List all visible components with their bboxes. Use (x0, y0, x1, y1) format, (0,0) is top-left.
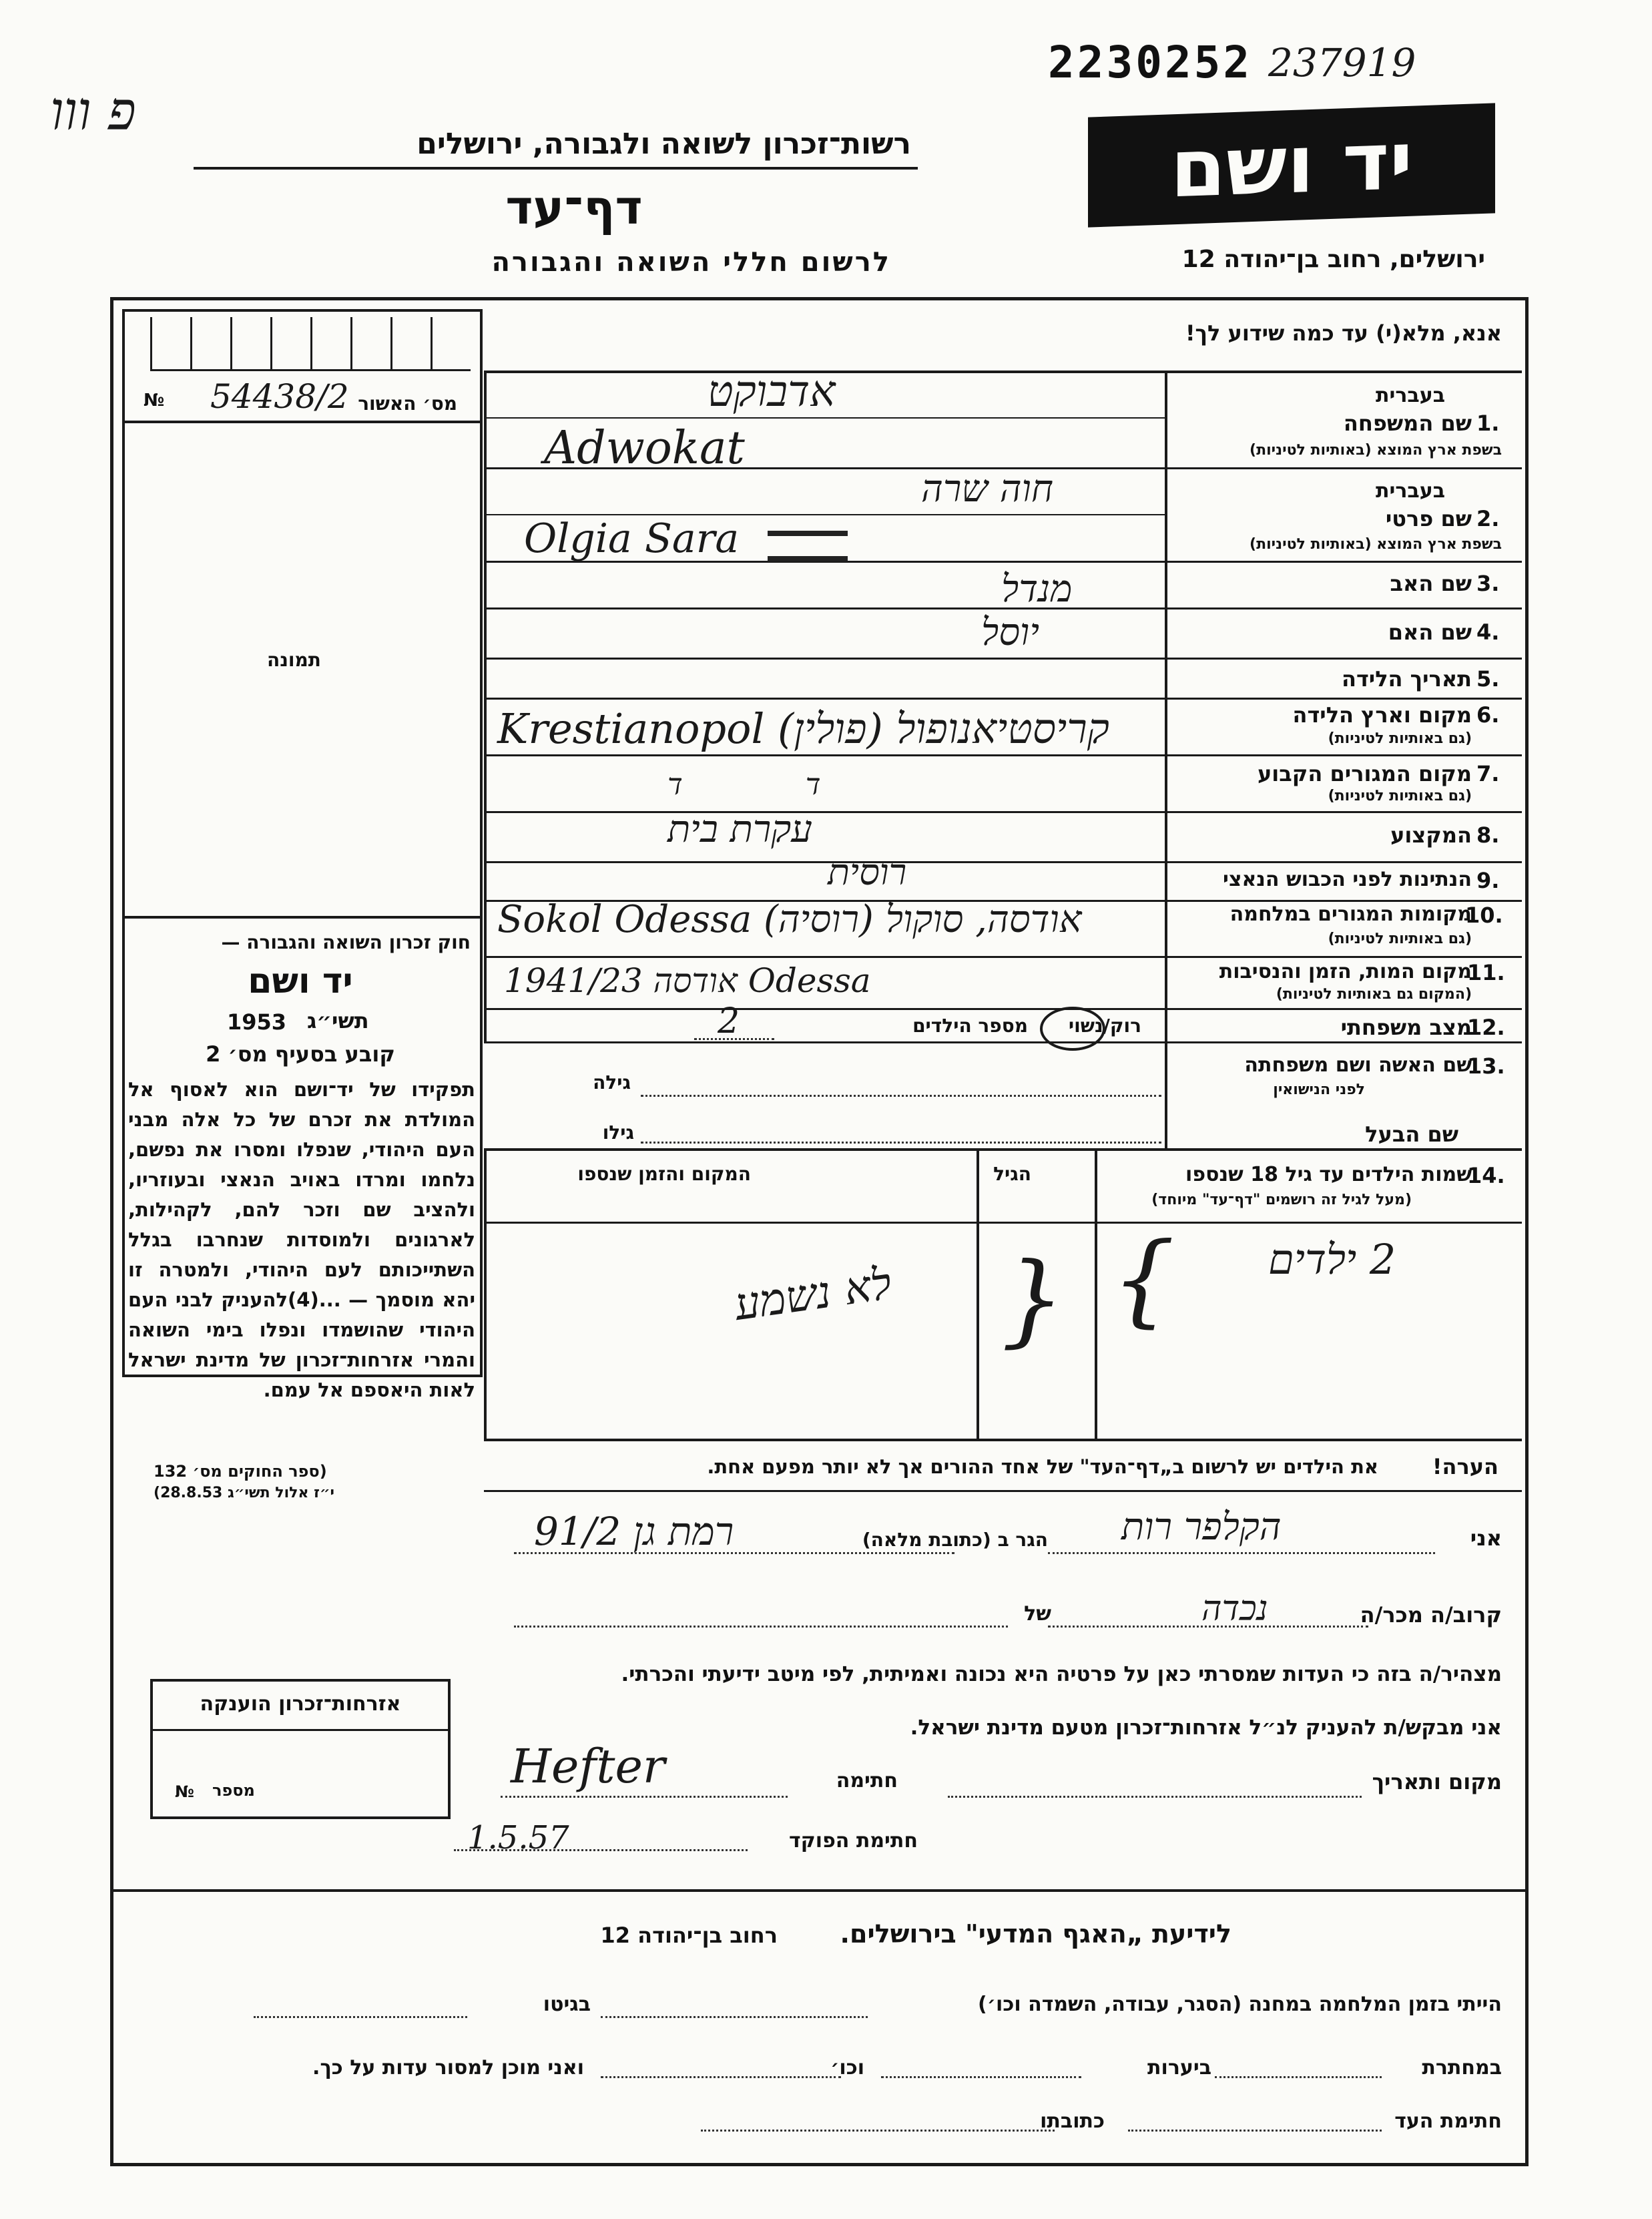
field-14-number: 14. (1467, 1163, 1505, 1188)
children-place-column: המקום והזמן שנספו (577, 1163, 751, 1185)
declaration-i-value: הקלפר רות (1121, 1505, 1282, 1549)
field-1-sub: בשפת ארץ המוצא (באותיות לטיניות) (1250, 442, 1502, 459)
field-8-value: עקרת בית (667, 808, 812, 851)
field-1-value-latin: Adwokat (544, 422, 745, 475)
page-subtitle: לרשום חללי השואה והגבורה (491, 247, 891, 278)
field-7-number: 7. (1476, 761, 1500, 786)
declaration-statement: מצהיר/ה בזה כי העדות שמסרתי כאן על פרטיה היא נכונה ואמיתית, לפי מיטב ידיעתי והכרתי. (621, 1662, 1502, 1686)
law-clause: קובע בסעיף מס׳ 2 (206, 1041, 395, 1067)
law-year: 1953 (227, 1009, 287, 1035)
footer-line-2-etc: וכו׳ (830, 2056, 864, 2079)
law-ref-1: (ספר החוקים מס׳ 132 (154, 1462, 327, 1481)
document-number: 2230252 (1048, 37, 1253, 88)
logo (1088, 103, 1495, 227)
footer-line-1-end: בגיטו (543, 1993, 591, 2016)
field-2-value-hebrew: חוה שרה (921, 467, 1054, 511)
value-column-left-border (484, 371, 487, 1041)
declaration-relative-value: נכדה (1201, 1589, 1268, 1629)
field-2-value-latin: Olgia Sara (524, 515, 740, 562)
page-title: דף־עד (505, 180, 643, 235)
note-label: הערה! (1432, 1454, 1498, 1479)
law-text: תפקידו של יד־ושם הוא לאסוף אל המולדת את זכרם של כל אלה מבני העם היהודי, שנפלו ומסרו את נפשם, נלחמו ומרדו באויב הנאצי ובעוזריו, ולהציב שם וזכר להם, לקהילות, לארגונים ולמוסדות שנחרבו בגלל השתייכותם לעם היהודי, ולמטרה זו יהא מוסמך — ...(4)להעניק לבני העם היהודי שהושמדו ונפלו בימי השואה והמרי אזרחות־זכרון של מדינת ישראל לאות היאספם אל עמם. (128, 1078, 475, 1401)
footer-line-2-end: ואני מוכן למסור עדות על כך. (312, 2056, 584, 2079)
field-7-label: מקום המגורים הקבוע (1257, 761, 1472, 786)
law-ref-2: י״ז אלול תשי״ג 28.8.53) (154, 1485, 335, 1501)
field-10-sub: (גם באותיות לטיניות) (1328, 931, 1472, 947)
field-2-hebrew-tag: בעברית (1376, 479, 1445, 503)
field-9-label: הנתינות לפני הכבוש הנאצי (1223, 868, 1472, 891)
declaration-resident-value: רמת גן 91/2 (534, 1509, 734, 1554)
corner-mark: פ ווו (50, 80, 136, 142)
authority-name: רשות־זכרון לשואה ולגבורה, ירושלים (417, 127, 911, 161)
declaration-i-label: אני (1470, 1525, 1502, 1551)
approval-label: מס׳ האשור (358, 393, 457, 415)
children-table-left-border (484, 1148, 487, 1439)
law-year-hebrew: תשי״ג (307, 1008, 369, 1033)
field-13-sub: לפני הנישואין (1273, 1081, 1365, 1098)
field-12-status-circle (1040, 1007, 1105, 1051)
field-14-sub: (מעל לגיל זה רושמים "דף־עד" מיוחד) (1151, 1192, 1412, 1208)
law-logo: יד ושם (248, 961, 353, 1001)
field-2-number: 2. (1476, 506, 1500, 531)
field-1-number: 1. (1476, 411, 1500, 436)
please-fill-rule (484, 371, 1522, 373)
citizenship-no-sign: № (175, 1782, 194, 1801)
children-place-brace: } (1001, 1242, 1065, 1358)
label-column-divider (1165, 371, 1167, 1148)
declaration-relative-label: קרוב/ה מכר/ה (1360, 1602, 1502, 1628)
field-13-number: 13. (1467, 1053, 1505, 1079)
declaration-request: אני מבקש/ת להעניק לנ״ל אזרחות־זכרון מטעם מדינת ישראל. (910, 1716, 1502, 1740)
field-6-number: 6. (1476, 702, 1500, 728)
field-7-value: ד ד (667, 768, 821, 802)
field-1-label: שם המשפחה (1343, 411, 1472, 436)
citizenship-number-label: מספר (212, 1781, 255, 1800)
field-12-number: 12. (1467, 1015, 1505, 1040)
footer-line-3-start: חתימת העד (1394, 2110, 1502, 2133)
field-10-label: מקומות המגורים במלחמה (1229, 903, 1472, 926)
field-11-label: מקום המות, הזמן והנסיבות (1219, 960, 1472, 983)
address: ירושלים, רחוב בן־יהודה 12 (1181, 246, 1485, 273)
footer-title: לידיעת „האגף המדעי" בירושלים. (840, 1919, 1231, 1949)
field-12-status: רוק/נשוי (1068, 1015, 1141, 1037)
declaration-of-label: של (1024, 1602, 1051, 1626)
children-place-handwritten: לא נשמע (731, 1257, 895, 1331)
field-12-label: מצב משפחתי (1340, 1015, 1472, 1040)
field-2-sub: בשפת ארץ המוצא (באותיות לטיניות) (1250, 536, 1502, 553)
footer-line-2-start: במחתרת (1422, 2056, 1502, 2079)
approval-number: 54438/2 (210, 377, 349, 416)
field-4-number: 4. (1476, 620, 1500, 645)
field-10-number: 10. (1465, 903, 1503, 928)
husband-label: שם הבעל (1365, 1122, 1458, 1147)
children-brace: { (1111, 1222, 1175, 1338)
field-12-children-label: מספר הילדים (912, 1015, 1028, 1037)
husband-age-label: גילו (602, 1122, 634, 1144)
field-5-number: 5. (1476, 666, 1500, 692)
field-7-sub: (גם באותיות לטיניות) (1328, 788, 1472, 804)
signature-label: חתימה (836, 1769, 898, 1792)
field-3-number: 3. (1476, 571, 1500, 596)
field-14-label: שמות הילדים עד גיל 18 שנספו (1185, 1163, 1472, 1186)
field-5-label: תאריך הלידה (1341, 666, 1472, 692)
signature-value: Hefter (511, 1739, 665, 1794)
field-11-number: 11. (1467, 960, 1505, 985)
field-2-scribble (768, 531, 848, 561)
field-8-label: המקצוע (1390, 822, 1472, 848)
field-12-children-value: 2 (718, 1001, 740, 1041)
citizenship-box-title: אזרחות־זכרון הוענקה (200, 1692, 401, 1716)
field-6-value: Krestianopol (פולין) קריסטיאנופול (497, 704, 1109, 753)
field-3-label: שם האב (1390, 571, 1472, 596)
field-6-label: מקום וארץ הלידה (1292, 702, 1472, 728)
field-8-number: 8. (1476, 822, 1500, 848)
approval-no-sign: № (144, 391, 165, 411)
field-13-age-label: גילה (593, 1071, 631, 1093)
logo-text: יד ושם (1170, 114, 1413, 216)
field-6-sub: (גם באותיות לטיניות) (1328, 730, 1472, 747)
footer-line-3-mid: כתובתו (1040, 2110, 1105, 2133)
footer-line-2-mid: ביערות (1147, 2056, 1211, 2079)
law-title: חוק זכרון השואה והגבורה — (221, 931, 471, 953)
field-4-value: יוסל (981, 611, 1040, 654)
field-11-value: אודסה 1941/23 Odessa (504, 961, 871, 1000)
please-fill: אנא, מלא(י) עד כמה שידוע לך! (1185, 320, 1502, 346)
field-9-number: 9. (1476, 868, 1500, 893)
field-2-label: שם פרטי (1385, 506, 1472, 531)
footer-address: רחוב בן־יהודה 12 (600, 1923, 778, 1948)
children-age-column: הגיל (993, 1163, 1031, 1185)
field-11-sub: (המקום גם באותיות לטיניות) (1276, 986, 1472, 1003)
footer-line-1: הייתי בזמן המלחמה במחנה (הסגר, עבודה, השמדה וכו׳) (978, 1993, 1502, 2016)
officer-value: 1.5.57 (467, 1819, 569, 1857)
field-1-value-hebrew: אדבוקט (708, 367, 836, 417)
field-9-value: רוסית (828, 851, 907, 893)
code-boxes (150, 317, 471, 371)
declaration-resident-label: הגר ב (כתובת מלאה) (862, 1529, 1048, 1551)
children-names-handwritten: 2 ילדים (1268, 1235, 1396, 1284)
field-4-label: שם האם (1388, 620, 1472, 645)
field-1-hebrew-tag: בעברית (1376, 384, 1445, 407)
place-date-label: מקום ותאריך (1372, 1769, 1502, 1794)
document-number-handwritten: 237919 (1268, 40, 1416, 85)
field-13-label: שם האשה ושם משפחתה (1244, 1053, 1472, 1077)
officer-label: חתימת הפוקד (789, 1829, 918, 1853)
field-10-value: Sokol Odessa (רוסיה) אודסה, סוקול (497, 898, 1082, 941)
note-text: את הילדים יש לרשום ב„דף־העד" של אחד ההורים אך לא יותר מפעם אחת. (707, 1455, 1378, 1478)
photo-label: תמונה (267, 649, 321, 671)
field-3-value: מנדל (1001, 567, 1073, 611)
